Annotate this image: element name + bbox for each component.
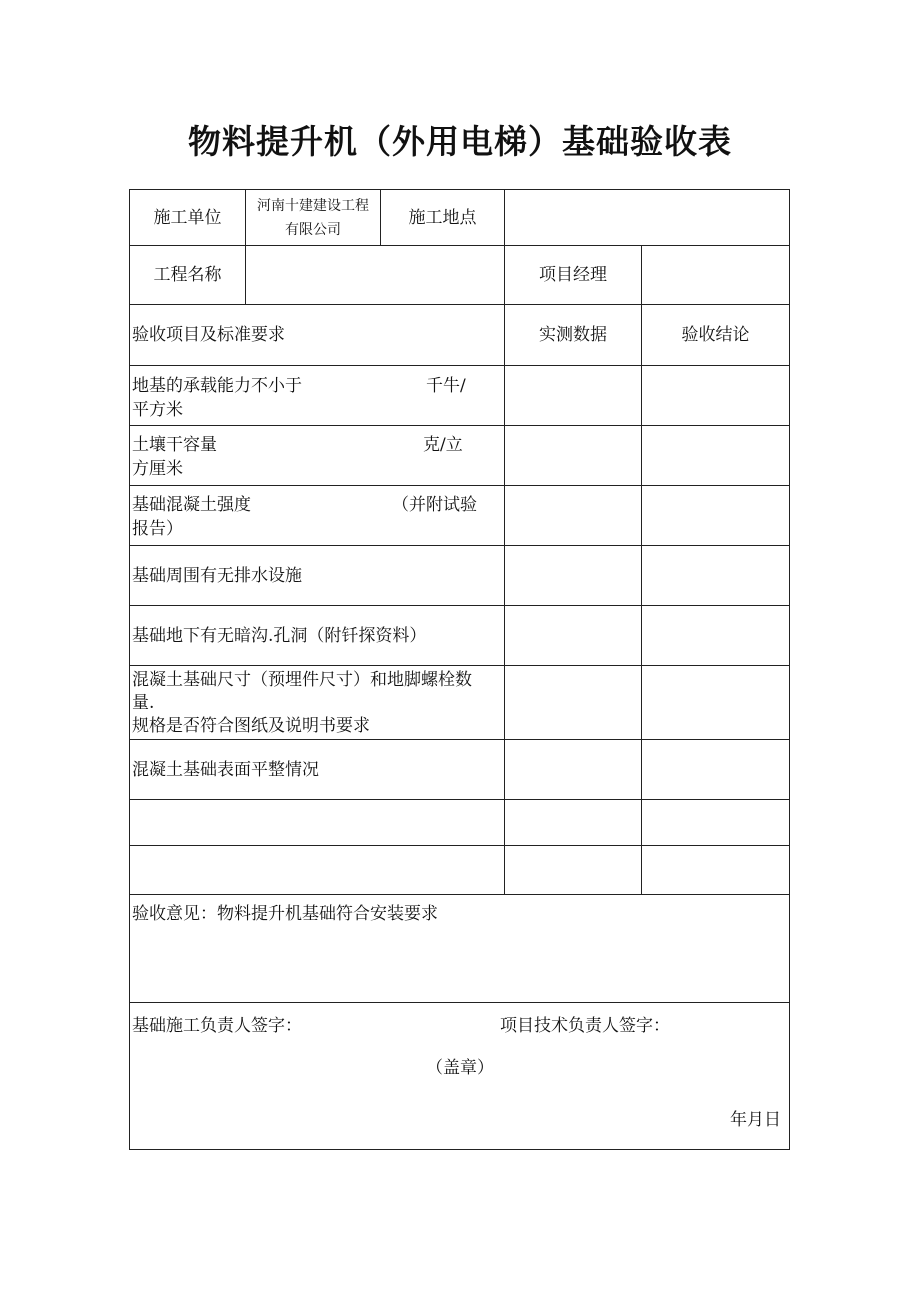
row-divider <box>129 799 790 800</box>
item-bearing-capacity-unit: 千牛/ <box>426 376 466 396</box>
item-concrete-strength <box>130 486 504 545</box>
item-soil-density-unit-cont: 方厘米 <box>132 459 183 479</box>
unit-value <box>246 190 380 245</box>
acceptance-opinion <box>130 895 789 1002</box>
seal: （盖章） <box>426 1058 494 1078</box>
unit-value-line2: 有限公司 <box>285 221 341 238</box>
site-label: 施工地点 <box>408 207 477 228</box>
item-drainage: 基础周围有无排水设施 <box>132 565 302 586</box>
acceptance-form-table <box>129 189 790 1150</box>
project-value[interactable] <box>246 246 504 304</box>
item-concrete-strength-note-cont: 报告） <box>132 519 183 539</box>
signature-section <box>130 1003 789 1149</box>
table-border-right <box>789 189 790 1150</box>
item-underground-voids: 基础地下有无暗沟.孔洞（附钎探资料） <box>132 625 427 646</box>
item-bearing-capacity-text: 地基的承载能力不小于 <box>132 376 302 396</box>
col-header-result: 验收结论 <box>681 325 750 345</box>
item-foundation-dimensions-spec: 规格是否符合图纸及说明书要求 <box>132 716 370 736</box>
foundation-lead-signature: 基础施工负责人签字： <box>132 1016 302 1036</box>
manager-value[interactable] <box>642 246 789 304</box>
unit-label: 施工单位 <box>153 207 222 228</box>
item-bearing-capacity <box>130 366 504 425</box>
item-foundation-dimensions-text: 混凝土基础尺寸（预埋件尺寸）和地脚螺栓数 <box>132 670 472 690</box>
unit-value-line1: 河南十建建设工程 <box>257 197 369 214</box>
project-label: 工程名称 <box>153 265 222 285</box>
item-foundation-dimensions <box>130 666 504 739</box>
row-divider <box>129 845 790 846</box>
item-bearing-capacity-unit-cont: 平方米 <box>132 400 183 420</box>
item-concrete-strength-text: 基础混凝土强度 <box>132 495 251 515</box>
table-border-bottom <box>129 1149 790 1150</box>
page-title: 物料提升机（外用电梯）基础验收表 <box>188 122 732 161</box>
site-value[interactable] <box>505 190 789 245</box>
tech-lead-signature: 项目技术负责人签字： <box>500 1016 670 1036</box>
item-surface-flatness: 混凝土基础表面平整情况 <box>132 759 319 780</box>
item-concrete-strength-note: （并附试验 <box>392 495 477 515</box>
manager-label: 项目经理 <box>539 265 607 285</box>
acceptance-opinion-text: 验收意见：物料提升机基础符合安装要求 <box>132 904 438 924</box>
item-foundation-dimensions-cont: 量. <box>132 693 155 713</box>
item-soil-density-text: 土壤干容量 <box>132 435 217 455</box>
col-header-item: 验收项目及标准要求 <box>132 325 285 345</box>
col-header-data: 实测数据 <box>539 325 607 345</box>
signature-date: 年月日 <box>730 1110 781 1130</box>
item-soil-density <box>130 426 504 485</box>
item-soil-density-unit: 克/立 <box>423 435 463 455</box>
